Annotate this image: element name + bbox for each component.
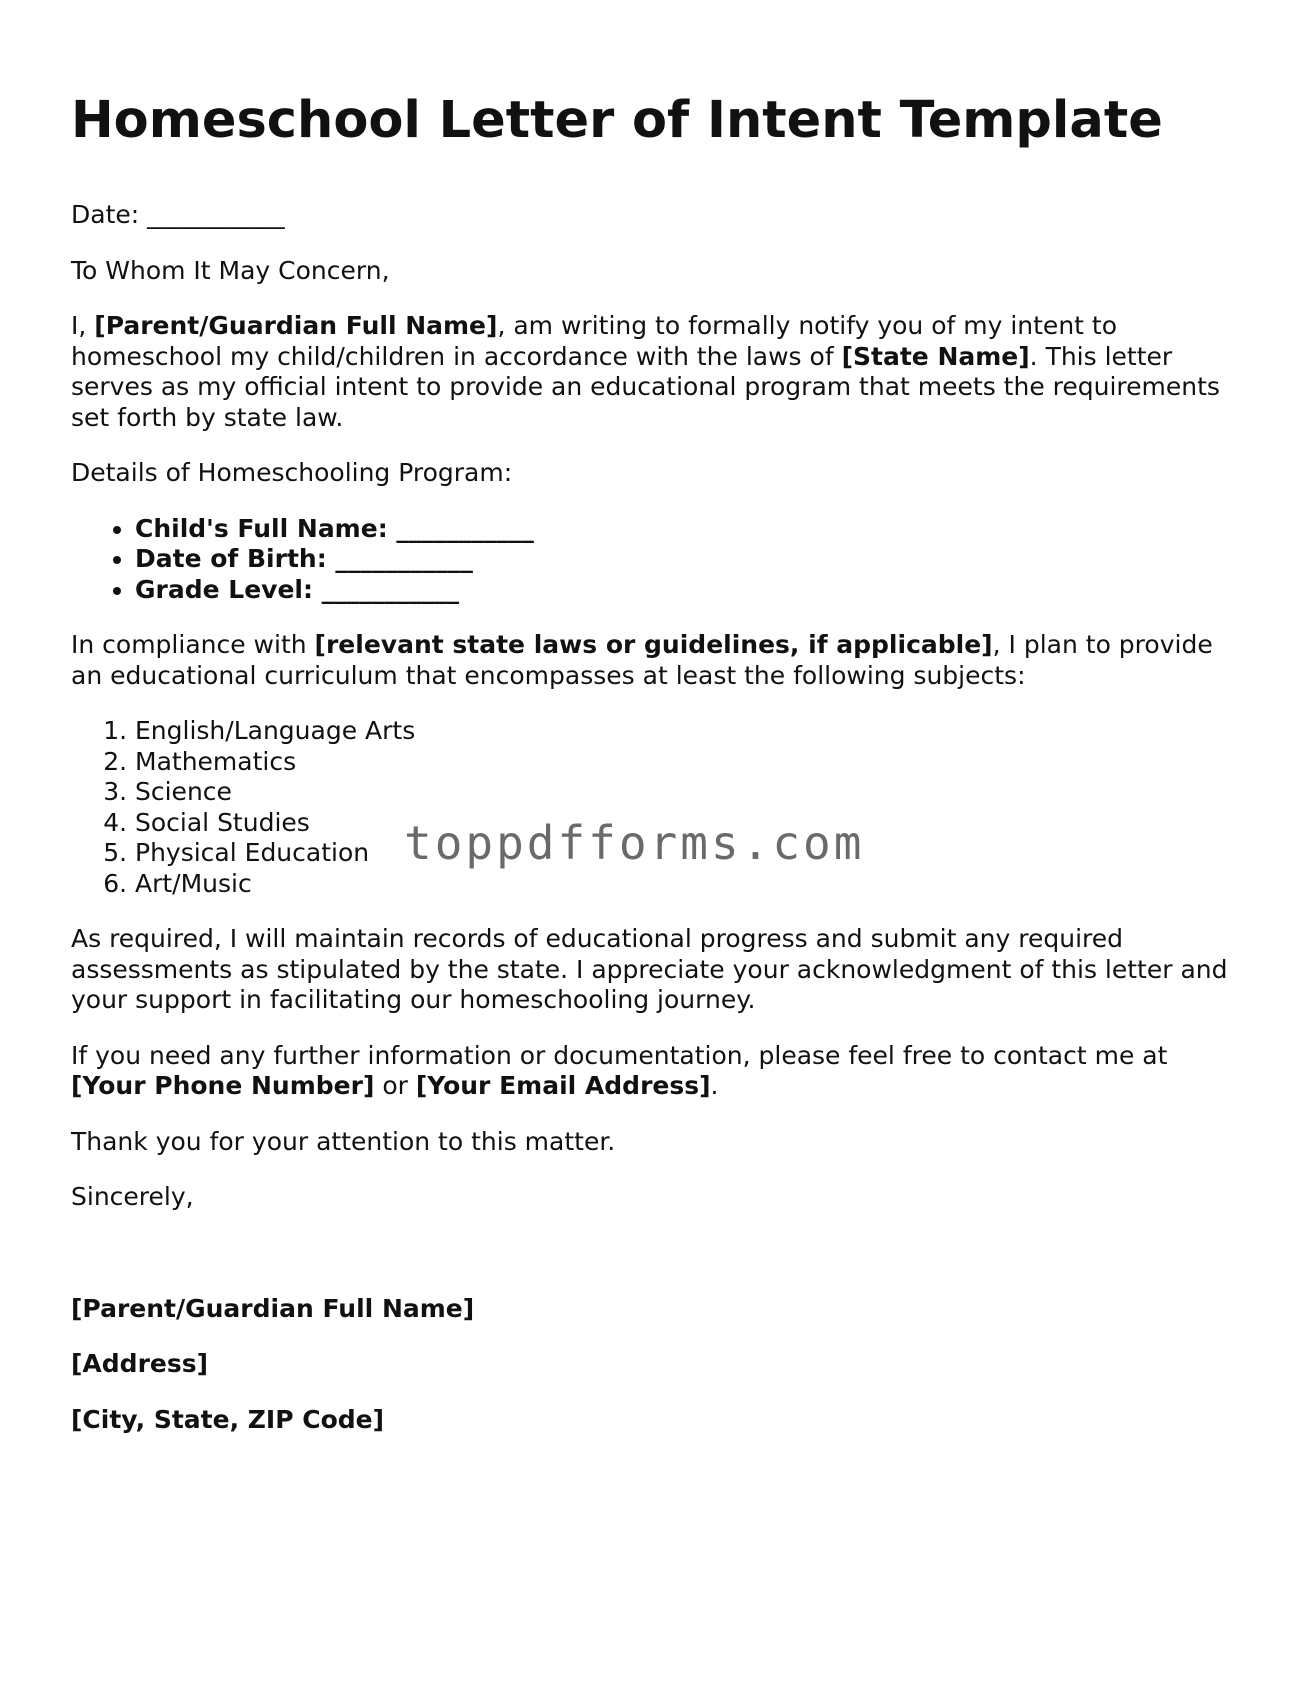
intro-paragraph	[71, 311, 1231, 433]
laws-placeholder: [relevant state laws or guidelines, if applicable]	[314, 630, 993, 659]
greeting: To Whom It May Concern,	[71, 255, 390, 285]
signature-space	[71, 1238, 1231, 1294]
contact-middle: or	[374, 1071, 416, 1100]
parent-name-placeholder: [Parent/Guardian Full Name]	[94, 311, 498, 340]
records-paragraph: As required, I will maintain records of educational progress and submit any required assessments as stipulated by the state. I appreciate your acknowledgment of this letter and your support in facilitating our homeschooling journey.	[71, 924, 1228, 1014]
details-heading: Details of Homeschooling Program:	[71, 458, 513, 487]
subject-item: 1. English/Language Arts	[135, 716, 1231, 747]
detail-grade-level: • Grade Level: ___________	[135, 575, 1231, 606]
subject-item: 4. Social Studies	[135, 808, 1231, 839]
details-list	[71, 514, 1231, 606]
subject-item: 6. Art/Music	[135, 869, 1231, 900]
signature-city-state-zip: [City, State, ZIP Code]	[71, 1404, 385, 1434]
contact-prefix: If you need any further information or documentation, please feel free to contact me at	[71, 1040, 1168, 1070]
intro-suffix: . This letter serves as my official intent to provide an educational program that meets the requirements set forth by state law.	[71, 341, 1220, 432]
subject-item: 2. Mathematics	[135, 747, 1231, 778]
subject-item: 5. Physical Education	[135, 838, 1231, 869]
phone-placeholder: [Your Phone Number]	[71, 1071, 375, 1100]
subject-item: 3. Science	[135, 777, 1231, 808]
email-placeholder: [Your Email Address]	[415, 1071, 711, 1100]
compliance-prefix: In compliance with	[71, 630, 315, 659]
letter-page	[71, 80, 1231, 1460]
contact-suffix: .	[710, 1071, 719, 1100]
closing-line: Sincerely,	[71, 1182, 194, 1211]
page-title: Homeschool Letter of Intent Template	[71, 91, 1163, 150]
compliance-suffix: , I plan to provide an educational curriculum that encompasses at least the following subjects:	[71, 630, 1213, 690]
subjects-list	[71, 716, 1231, 899]
intro-prefix: I,	[71, 311, 95, 340]
contact-paragraph	[71, 1041, 1231, 1102]
intro-middle: , am writing to formally notify you of my intent to homeschool my child/children in accordance with the laws of	[71, 311, 1118, 371]
date-line: Date: ___________	[71, 200, 285, 229]
compliance-paragraph	[71, 630, 1231, 691]
state-name-placeholder: [State Name]	[841, 341, 1030, 371]
thanks-line: Thank you for your attention to this matter.	[71, 1126, 616, 1156]
signature-address: [Address]	[71, 1349, 209, 1378]
signature-block	[71, 1294, 1231, 1436]
watermark-text: toppdfforms.com	[404, 816, 865, 870]
signature-name: [Parent/Guardian Full Name]	[71, 1293, 475, 1323]
detail-child-name: • Child's Full Name: ___________	[135, 514, 1231, 545]
detail-date-of-birth: • Date of Birth: ___________	[135, 544, 1231, 575]
